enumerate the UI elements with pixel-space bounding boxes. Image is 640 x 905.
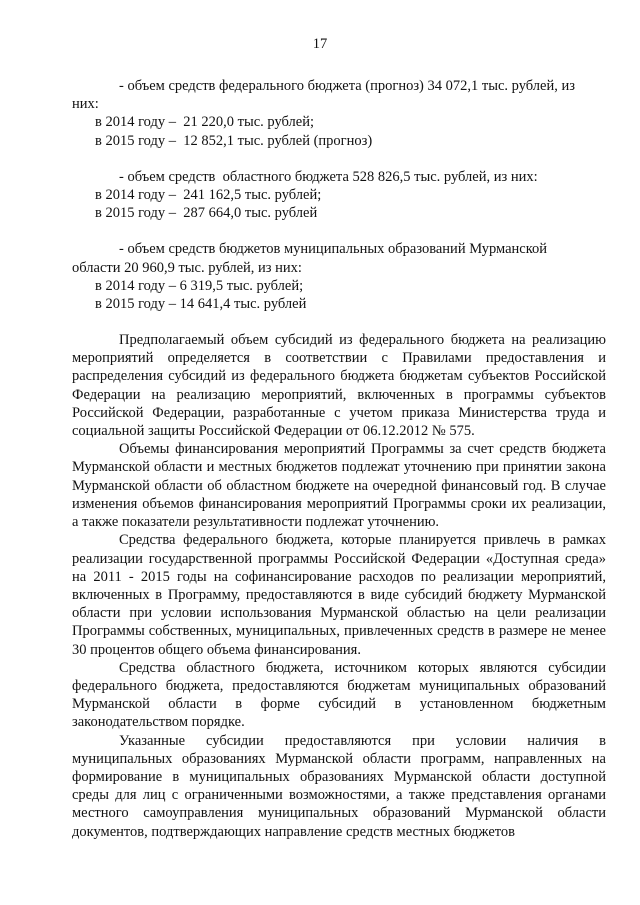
federal-2014-line: в 2014 году – 21 220,0 тыс. рублей;: [95, 114, 315, 131]
paragraph-financing-adjustment: Объемы финансирования мероприятий Программы за счет средств бюджета Мурманской области и местных бюджетов подлежат уточнению при принятии закона Мурманской области об областном бюджете на очередной финансовый год. В случае изменения объемов финансирования мероприятий Программы сроки их реализации, а также показатели результативности подлежат уточнению.: [72, 441, 606, 531]
municipal-budget-line: - объем средств бюджетов муниципальных образований Мурманской: [119, 241, 548, 258]
paragraph-regional-funds: Средства областного бюджета, источником которых являются субсидии федерального бюджета, предоставляются бюджетам муниципальных образований Мурманской области в форме субсидий в установленном бюджетным законодательством порядке.: [72, 659, 606, 731]
regional-budget-line: - объем средств областного бюджета 528 826,5 тыс. рублей, из них:: [119, 168, 538, 185]
document-body: [72, 77, 606, 841]
paragraph-subsidy-volume: Предполагаемый объем субсидий из федерального бюджета на реализацию мероприятий определяется в соответствии с Правилами предоставления и распределения субсидий из федерального бюджета бюджетам субъектов Российской Федерации на реализацию мероприятий, включенных в программы субъектов Российской Федерации, разработанные с учетом приказа Министерства труда и социальной защиты Российской Федерации от 06.12.2012 № 575.: [72, 332, 606, 440]
spacer: [72, 150, 606, 168]
spacer: [72, 222, 606, 240]
federal-budget-line-cont: них:: [72, 96, 99, 113]
spacer: [72, 313, 606, 331]
municipal-budget-line-cont: области 20 960,9 тыс. рублей, из них:: [72, 259, 302, 276]
page-number: 17: [312, 36, 328, 52]
municipal-2015-line: в 2015 году – 14 641,4 тыс. рублей: [95, 295, 307, 312]
regional-2014-line: в 2014 году – 241 162,5 тыс. рублей;: [95, 186, 322, 203]
regional-budget-block: [72, 168, 606, 223]
municipal-budget-block: [72, 240, 606, 313]
federal-budget-block: [72, 77, 606, 150]
paragraph-federal-funds: Средства федерального бюджета, которые планируется привлечь в рамках реализации государственной программы Российской Федерации «Доступная среда» на 2011 - 2015 годы на софинансирование расходов по реализации мероприятий, включенных в Программу, предоставляются в виде субсидий бюджету Мурманской области при условии использования Мурманской областью на цели реализации Программы собственных, муниципальных, привлеченных средств в размере не менее 30 процентов общего объема финансирования.: [72, 532, 606, 658]
municipal-2014-line: в 2014 году – 6 319,5 тыс. рублей;: [95, 277, 304, 294]
regional-2015-line: в 2015 году – 287 664,0 тыс. рублей: [95, 205, 318, 222]
paragraph-subsidy-conditions: Указанные субсидии предоставляются при условии наличия в муниципальных образованиях Мурманской области программ, направленных на формирование в муниципальных образованиях Мурманской области доступной среды для лиц с ограниченными возможностями, а также представления органами местного самоуправления муниципальных образований Мурманской области документов, подтверждающих направление средств местных бюджетов: [72, 732, 606, 840]
federal-2015-line: в 2015 году – 12 852,1 тыс. рублей (прогноз): [95, 132, 373, 149]
federal-budget-line: - объем средств федерального бюджета (прогноз) 34 072,1 тыс. рублей, из: [119, 78, 575, 94]
